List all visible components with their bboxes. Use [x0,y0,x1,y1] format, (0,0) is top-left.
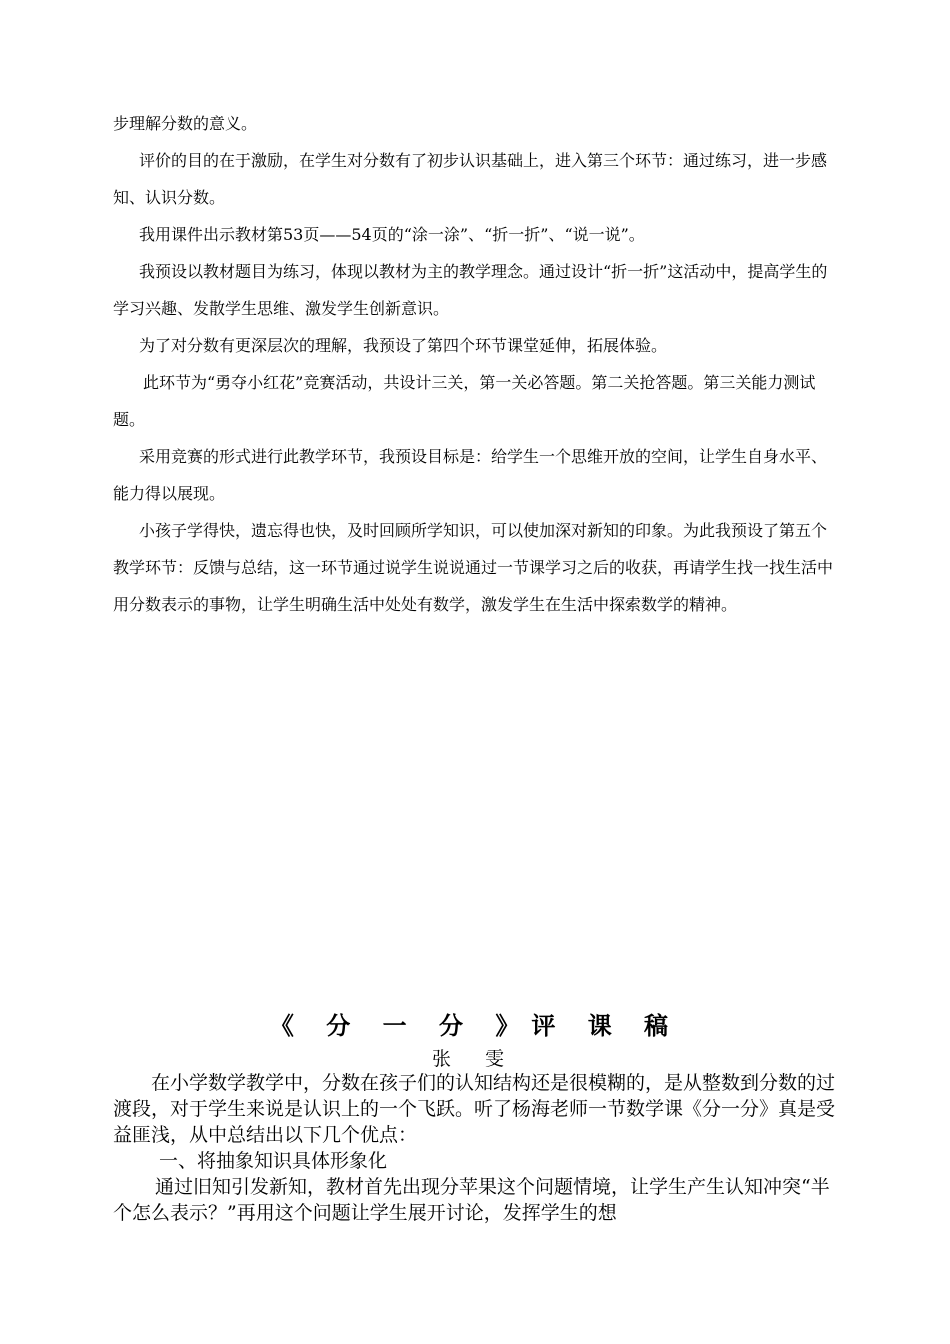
paragraph: 通过旧知引发新知，教材首先出现分苹果这个问题情境，让学生产生认知冲突“半个怎么表示？”再用这个问题让学生展开讨论，发挥学生的想 [113,1176,830,1224]
paragraph: 我用课件出示教材第53页——54页的“涂一涂”、“折一折”、“说一说”。 [139,225,645,244]
paragraph: 评价的目的在于激励，在学生对分数有了初步认识基础上，进入第三个环节：通过练习，进一步感知、认识分数。 [113,151,828,207]
paragraph: 采用竞赛的形式进行此教学环节，我预设目标是：给学生一个思维开放的空间，让学生自身水平、能力得以展现。 [113,447,828,503]
upper-text-block [113,105,838,623]
lower-text-block [113,1070,838,1226]
paragraph: 在小学数学教学中，分数在孩子们的认知结构还是很模糊的，是从整数到分数的过渡段，对于学生来说是认识上的一个飞跃。听了杨海老师一节数学课《分一分》真是受益匪浅，从中总结出以下几个优点： [113,1072,836,1146]
paragraph: 此环节为“勇夺小红花”竞赛活动，共设计三关，第一关必答题。第二关抢答题。第三关能力测试题。 [113,373,816,429]
paragraph: 步理解分数的意义。 [113,114,258,133]
paragraph: 小孩子学得快，遗忘得也快，及时回顾所学知识，可以使加深对新知的印象。为此我预设了第五个教学环节：反馈与总结，这一环节通过说学生说说通过一节课学习之后的收获，再请学生找一找生活中用分数表示的事物，让学生明确生活中处处有数学，激发学生在生活中探索数学的精神。 [113,521,834,614]
section-heading: 一、将抽象知识具体形象化 [159,1150,388,1172]
document-title: 《 分 一 分 》评 课 稿 [269,1011,681,1040]
paragraph: 我预设以教材题目为练习，体现以教材为主的教学理念。通过设计“折一折”这活动中，提高学生的学习兴趣、发散学生思维、激发学生创新意识。 [113,262,828,318]
paragraph: 为了对分数有更深层次的理解，我预设了第四个环节课堂延伸，拓展体验。 [139,336,668,355]
author-name: 张 雯 [431,1048,519,1070]
